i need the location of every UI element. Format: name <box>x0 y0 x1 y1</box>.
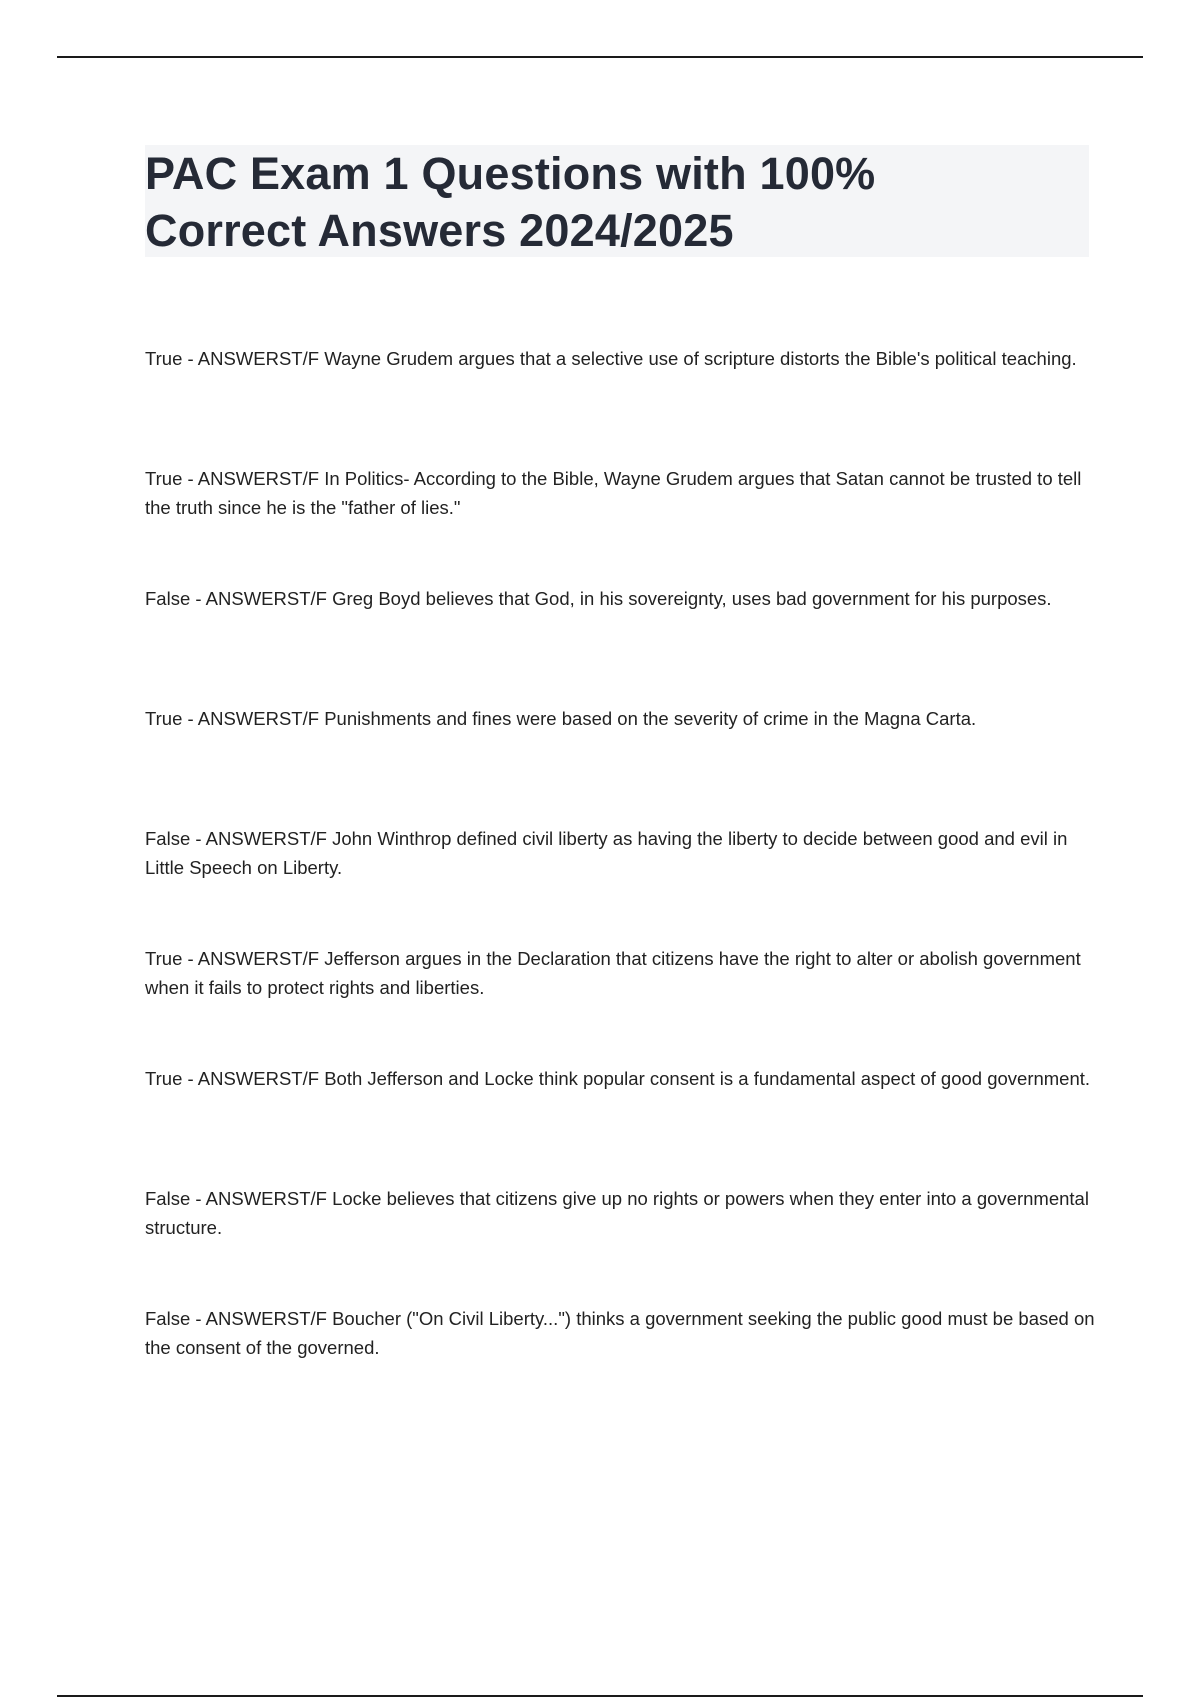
qa-item: True - ANSWERST/F Jefferson argues in the Declaration that citizens have the right to alter or abolish government when it fails to protect rights and liberties. <box>145 948 1081 998</box>
top-rule <box>57 56 1143 58</box>
qa-item: False - ANSWERST/F Greg Boyd believes that God, in his sovereignty, uses bad government for his purposes. <box>145 588 1052 609</box>
qa-item: False - ANSWERST/F Boucher ("On Civil Liberty...") thinks a government seeking the public good must be based on the consent of the governed. <box>145 1308 1095 1358</box>
document-title <box>145 145 1089 259</box>
bottom-rule <box>57 1695 1143 1697</box>
qa-item: False - ANSWERST/F Locke believes that citizens give up no rights or powers when they enter into a governmental structure. <box>145 1188 1089 1238</box>
qa-item: False - ANSWERST/F John Winthrop defined civil liberty as having the liberty to decide between good and evil in Little Speech on Liberty. <box>145 828 1068 878</box>
question-answer-list <box>145 344 1095 1424</box>
qa-item: True - ANSWERST/F Punishments and fines were based on the severity of crime in the Magna Carta. <box>145 708 977 729</box>
document-title-line-1: PAC Exam 1 Questions with 100% <box>145 148 876 199</box>
document-title-line-2: Correct Answers 2024/2025 <box>145 205 734 256</box>
qa-item: True - ANSWERST/F In Politics- According to the Bible, Wayne Grudem argues that Satan cannot be trusted to tell the truth since he is the "father of lies." <box>145 468 1082 518</box>
title-block <box>145 145 1089 257</box>
qa-item: True - ANSWERST/F Both Jefferson and Locke think popular consent is a fundamental aspect of good government. <box>145 1068 1091 1089</box>
qa-item: True - ANSWERST/F Wayne Grudem argues that a selective use of scripture distorts the Bible's political teaching. <box>145 348 1077 369</box>
